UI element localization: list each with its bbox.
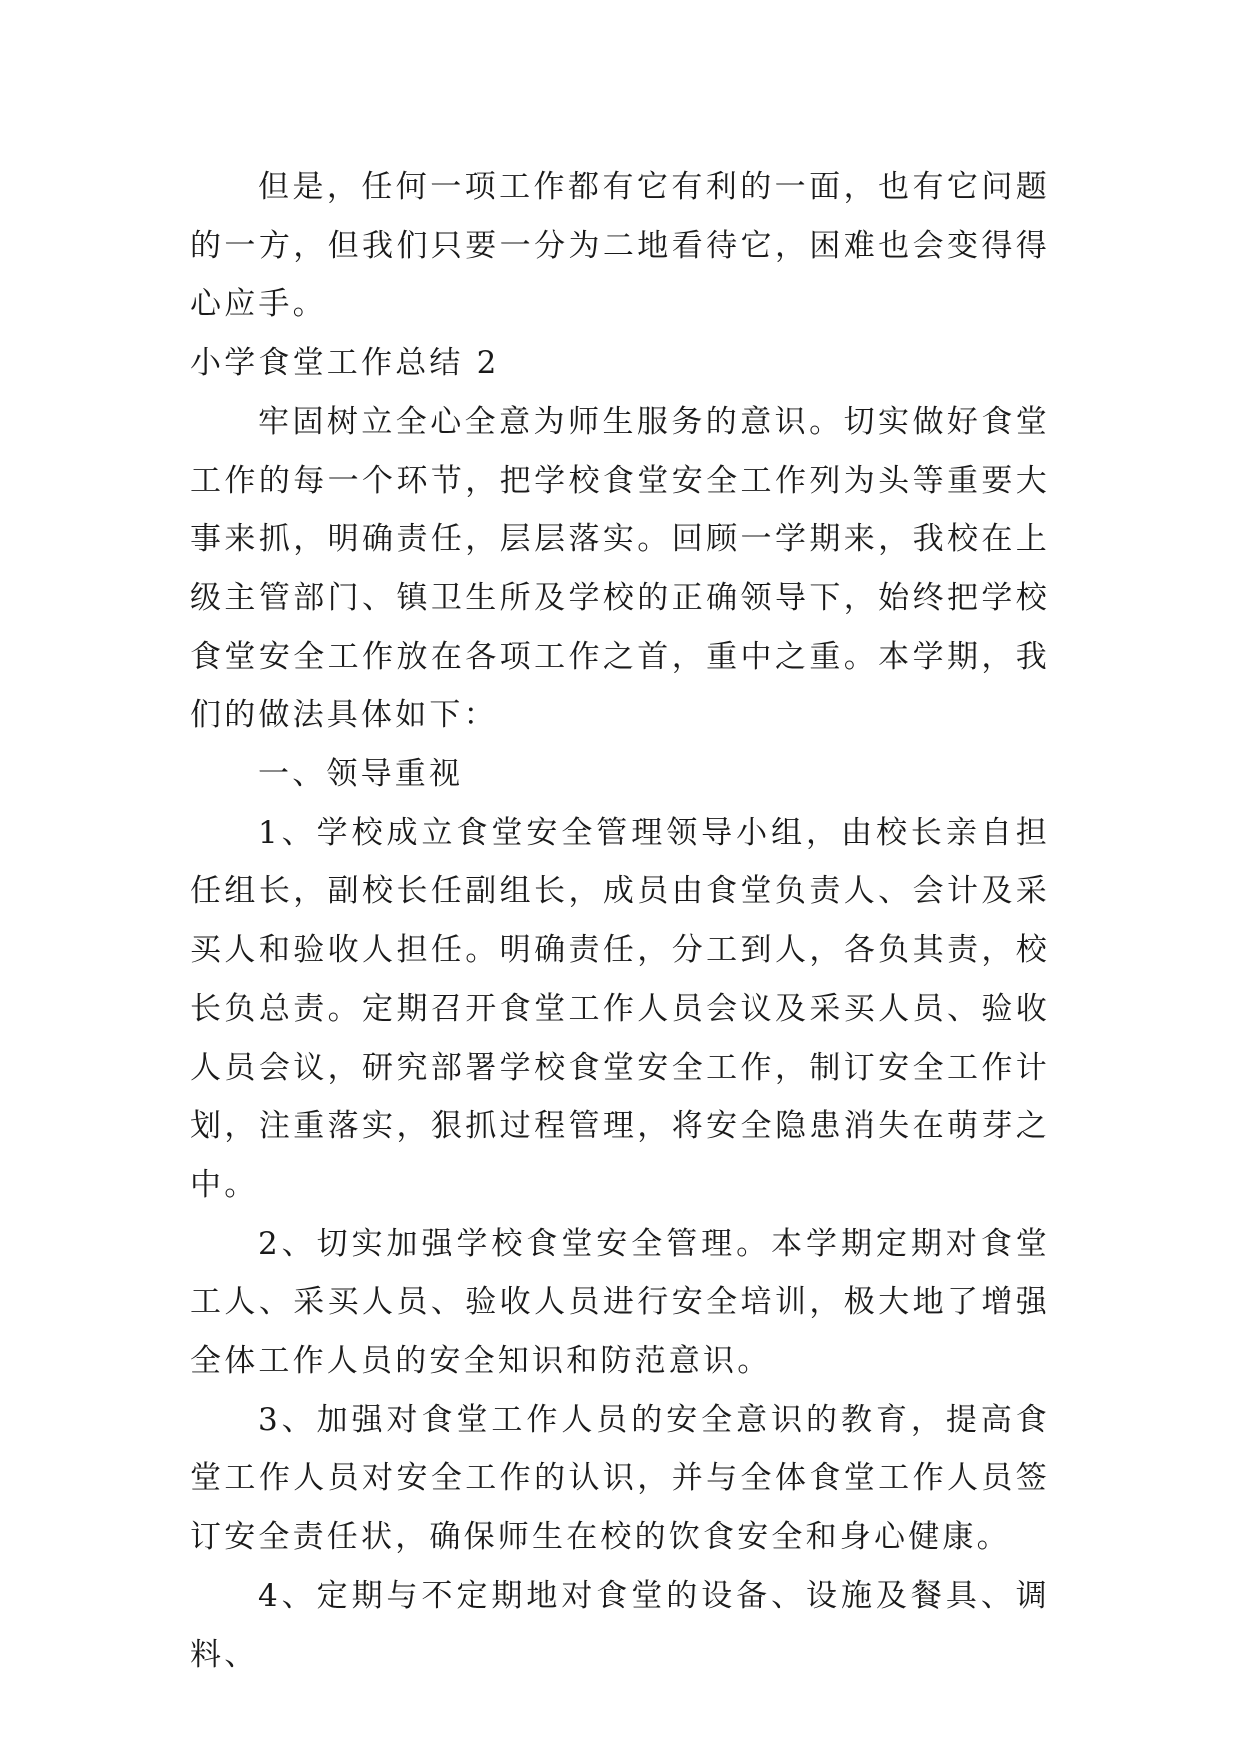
document-body [190, 158, 1050, 1684]
paragraph-item-3: 3、加强对食堂工作人员的安全意识的教育，提高食堂工作人员对安全工作的认识，并与全体食堂工作人员签订安全责任状，确保师生在校的饮食安全和身心健康。 [190, 1401, 1050, 1556]
section-title: 小学食堂工作总结 2 [190, 345, 500, 382]
paragraph-item-4: 4、定期与不定期地对食堂的设备、设施及餐具、调料、 [190, 1577, 1050, 1673]
subheading-leadership: 一、领导重视 [258, 756, 464, 793]
paragraph-intro: 牢固树立全心全意为师生服务的意识。切实做好食堂工作的每一个环节，把学校食堂安全工作列为头等重要大事来抓，明确责任，层层落实。回顾一学期来，我校在上级主管部门、镇卫生所及学校的正确领导下，始终把学校食堂安全工作放在各项工作之首，重中之重。本学期，我们的做法具体如下： [190, 403, 1050, 734]
paragraph-item-2: 2、切实加强学校食堂安全管理。本学期定期对食堂工人、采买人员、验收人员进行安全培训，极大地了增强全体工作人员的安全知识和防范意识。 [190, 1225, 1050, 1380]
paragraph-item-1: 1、学校成立食堂安全管理领导小组，由校长亲自担任组长，副校长任副组长，成员由食堂负责人、会计及采买人和验收人担任。明确责任，分工到人，各负其责，校长负总责。定期召开食堂工作人员会议及采买人员、验收人员会议，研究部署学校食堂安全工作，制订安全工作计划，注重落实，狠抓过程管理，将安全隐患消失在萌芽之中。 [190, 814, 1050, 1203]
paragraph-closing: 但是，任何一项工作都有它有利的一面，也有它问题的一方，但我们只要一分为二地看待它，困难也会变得得心应手。 [190, 169, 1050, 323]
